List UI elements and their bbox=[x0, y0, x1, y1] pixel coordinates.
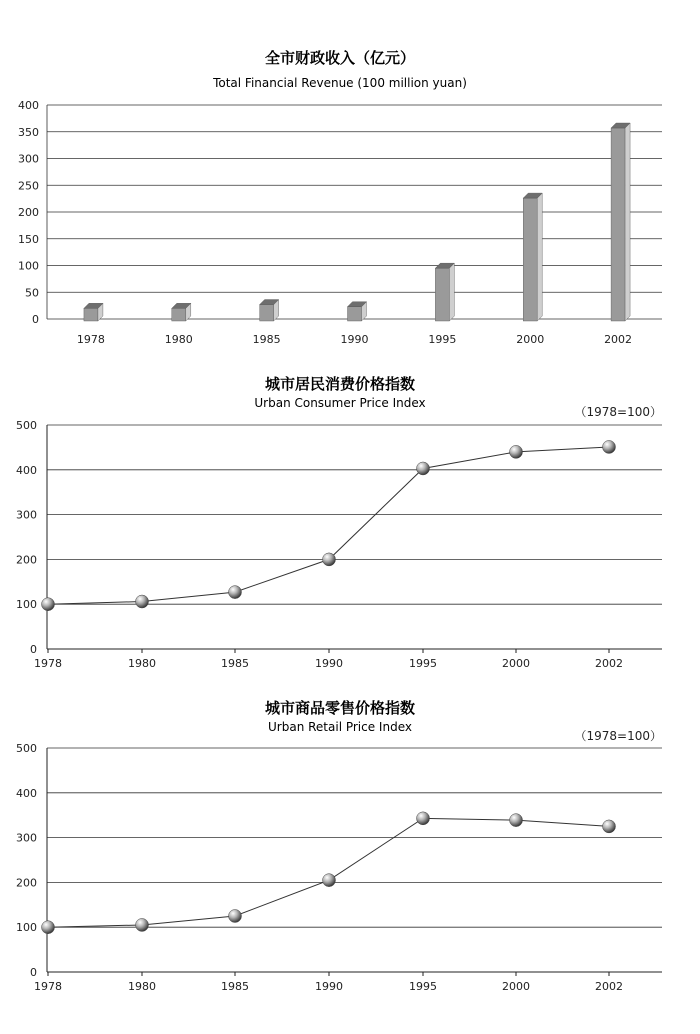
revenue-x-tick-label: 1980 bbox=[164, 333, 193, 346]
cpi-data-point bbox=[323, 553, 336, 566]
cpi-x-tick-label: 1978 bbox=[34, 657, 62, 670]
cpi-data-point bbox=[603, 440, 616, 453]
revenue-chart-title: 全市财政收入（亿元） bbox=[264, 49, 416, 67]
revenue-bar bbox=[348, 302, 367, 321]
rpi-x-tick-label: 1990 bbox=[315, 980, 343, 993]
revenue-bar bbox=[523, 193, 542, 321]
revenue-bar bbox=[260, 300, 279, 321]
rpi-y-tick-label: 0 bbox=[30, 966, 37, 979]
cpi-chart-title: 城市居民消费价格指数 bbox=[264, 375, 416, 393]
cpi-y-tick-label: 500 bbox=[16, 419, 37, 432]
rpi-base-note: （1978=100） bbox=[574, 729, 662, 743]
cpi-data-point bbox=[136, 595, 149, 608]
revenue-y-tick-label: 400 bbox=[18, 99, 39, 112]
cpi-y-tick-label: 200 bbox=[16, 553, 37, 567]
cpi-data-point bbox=[417, 462, 430, 475]
cpi-data-point bbox=[229, 586, 242, 599]
cpi-base-note: （1978=100） bbox=[574, 405, 662, 419]
revenue-y-tick-label: 0 bbox=[32, 313, 39, 326]
rpi-x-tick-label: 2002 bbox=[595, 980, 623, 993]
cpi-line-chart bbox=[16, 419, 662, 670]
rpi-line-chart bbox=[16, 742, 662, 993]
revenue-bar-chart bbox=[18, 99, 662, 346]
rpi-y-tick-label: 500 bbox=[16, 742, 37, 755]
rpi-x-tick-label: 1980 bbox=[128, 980, 156, 993]
revenue-x-tick-label: 2002 bbox=[604, 333, 633, 346]
revenue-x-tick-label: 1995 bbox=[428, 333, 457, 346]
revenue-bar bbox=[611, 123, 630, 321]
revenue-x-tick-label: 1985 bbox=[252, 333, 281, 346]
cpi-y-tick-label: 0 bbox=[30, 643, 37, 656]
revenue-bar bbox=[435, 263, 454, 321]
rpi-chart-title: 城市商品零售价格指数 bbox=[264, 699, 416, 717]
revenue-y-tick-label: 250 bbox=[18, 179, 39, 193]
rpi-x-tick-label: 2000 bbox=[502, 980, 530, 993]
revenue-chart-subtitle: Total Financial Revenue (100 million yuan) bbox=[213, 76, 467, 90]
rpi-x-tick-label: 1978 bbox=[34, 980, 62, 993]
rpi-data-point bbox=[229, 910, 242, 923]
rpi-data-point bbox=[42, 921, 55, 934]
revenue-bar bbox=[84, 303, 103, 321]
rpi-y-tick-label: 400 bbox=[16, 786, 37, 800]
rpi-y-tick-label: 100 bbox=[16, 921, 37, 935]
rpi-data-point bbox=[323, 874, 336, 887]
cpi-y-tick-label: 100 bbox=[16, 598, 37, 612]
rpi-data-point bbox=[603, 820, 616, 833]
rpi-data-point bbox=[417, 812, 430, 825]
rpi-y-tick-label: 300 bbox=[16, 831, 37, 845]
revenue-y-tick-label: 200 bbox=[18, 206, 39, 219]
revenue-y-tick-label: 350 bbox=[18, 125, 39, 139]
rpi-series-line bbox=[48, 818, 609, 927]
revenue-y-tick-label: 300 bbox=[18, 152, 39, 166]
cpi-data-point bbox=[42, 598, 55, 611]
revenue-x-tick-label: 1990 bbox=[340, 333, 369, 346]
revenue-y-tick-label: 100 bbox=[18, 259, 39, 273]
cpi-y-tick-label: 300 bbox=[16, 508, 37, 522]
revenue-x-tick-label: 1978 bbox=[76, 333, 105, 346]
rpi-data-point bbox=[510, 814, 523, 827]
revenue-y-tick-label: 150 bbox=[18, 232, 39, 246]
rpi-chart-subtitle: Urban Retail Price Index bbox=[268, 720, 412, 734]
cpi-data-point bbox=[510, 445, 523, 458]
rpi-x-tick-label: 1985 bbox=[221, 980, 249, 993]
cpi-x-tick-label: 1990 bbox=[315, 657, 343, 670]
cpi-x-tick-label: 1995 bbox=[409, 657, 437, 670]
revenue-x-tick-label: 2000 bbox=[516, 333, 545, 346]
cpi-x-tick-label: 2000 bbox=[502, 657, 530, 670]
rpi-y-tick-label: 200 bbox=[16, 876, 37, 890]
cpi-series-line bbox=[48, 447, 609, 604]
cpi-y-tick-label: 400 bbox=[16, 463, 37, 477]
revenue-bar bbox=[172, 303, 191, 321]
cpi-x-tick-label: 1980 bbox=[128, 657, 156, 670]
revenue-y-tick-label: 50 bbox=[25, 286, 39, 300]
cpi-chart-subtitle: Urban Consumer Price Index bbox=[254, 396, 426, 410]
rpi-x-tick-label: 1995 bbox=[409, 980, 437, 993]
cpi-x-tick-label: 1985 bbox=[221, 657, 249, 670]
rpi-data-point bbox=[136, 918, 149, 931]
cpi-x-tick-label: 2002 bbox=[595, 657, 623, 670]
